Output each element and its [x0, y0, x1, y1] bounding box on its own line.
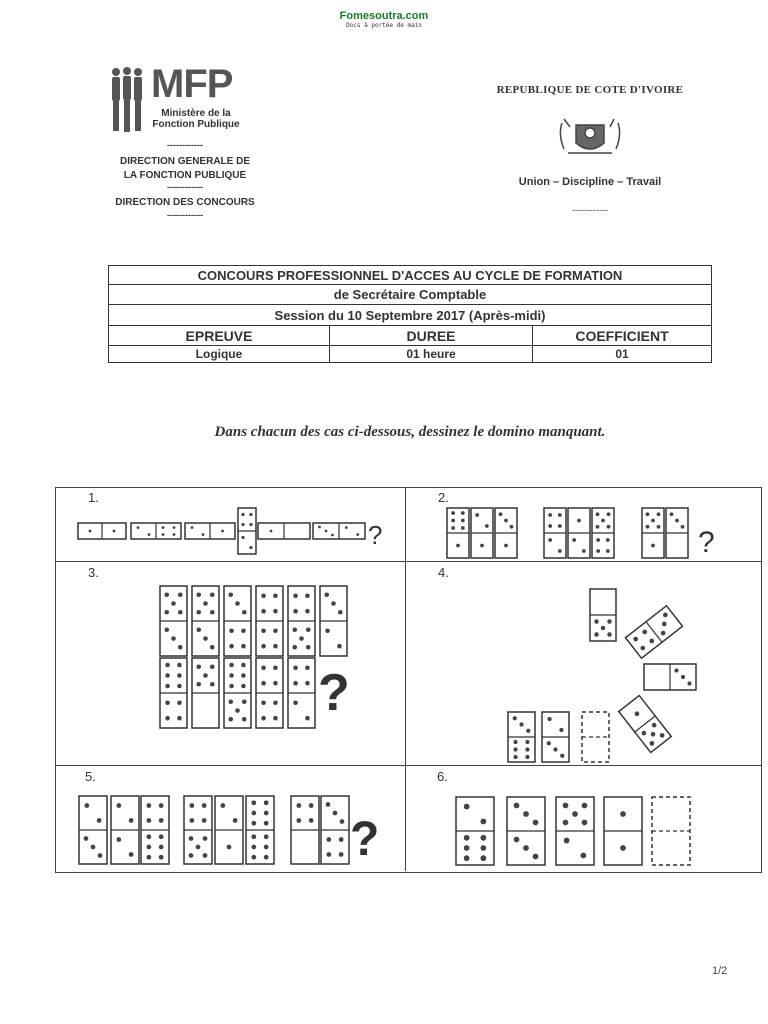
- p2-domino-pip: [558, 513, 562, 517]
- p3-domino-bottom-pip: [165, 701, 170, 706]
- p3-domino-top-pip: [178, 645, 183, 650]
- p3-domino-top-pip: [196, 610, 201, 615]
- p3-domino-top-pip: [261, 594, 266, 599]
- p3-domino-bottom-pip: [177, 716, 182, 721]
- p3-domino-bottom-pip: [293, 701, 298, 706]
- p6-domino-pip: [582, 803, 588, 809]
- p3-domino-top-pip: [273, 609, 278, 614]
- p2-domino-pip: [657, 512, 661, 516]
- p5-domino-pip: [91, 845, 96, 850]
- p5-domino-pip: [196, 845, 201, 850]
- p3-domino-bottom-pip: [177, 701, 182, 706]
- p3-domino-bottom-pip: [229, 663, 234, 668]
- p3-domino-bottom-pip: [242, 699, 247, 704]
- p1-domino-pip: [162, 526, 165, 529]
- p5-domino-pip: [203, 836, 208, 841]
- p3-domino-top-pip: [305, 609, 310, 614]
- p3-domino-top-pip: [196, 592, 201, 597]
- separator-dash: ------------: [167, 140, 203, 150]
- p5-domino-pip: [251, 821, 256, 826]
- p3-domino-top-pip: [210, 645, 215, 650]
- p5-domino-pip: [202, 803, 207, 808]
- p5-domino-pip: [146, 818, 151, 823]
- p5-domino-pip: [264, 845, 269, 850]
- p3-domino-top-pip: [292, 627, 297, 632]
- p6-domino-pip: [523, 845, 529, 851]
- p5-domino-pip: [309, 803, 314, 808]
- value-duree: 01 heure: [330, 346, 533, 363]
- page-number: 1/2: [712, 965, 728, 977]
- p2-domino-pip: [606, 549, 610, 553]
- p2-domino-pip: [646, 525, 650, 529]
- p5-domino-pip: [189, 836, 194, 841]
- p1-domino-pip: [241, 523, 244, 526]
- problem-1-question-mark: ?: [368, 520, 383, 550]
- p6-domino-pip: [580, 853, 586, 859]
- p4-domino-pip: [681, 675, 685, 679]
- p3-domino-top-pip: [210, 610, 215, 615]
- p5-domino-pip: [220, 803, 225, 808]
- p2-domino-pip: [681, 525, 685, 529]
- p3-domino-bottom-pip: [293, 681, 298, 686]
- p5-domino-pip: [129, 818, 134, 823]
- p5-domino-pip: [251, 855, 256, 860]
- p4-domino-pip: [594, 632, 598, 636]
- p3-domino-top-pip: [261, 609, 266, 614]
- p1-domino-pip: [241, 536, 244, 539]
- p3-domino-top-pip: [229, 629, 234, 634]
- p4-domino-pip: [547, 717, 551, 721]
- p5-domino-pip: [296, 803, 301, 808]
- p1-domino-pip: [173, 533, 176, 536]
- p4-domino-pip: [513, 740, 517, 744]
- p5-domino-pip: [116, 837, 121, 842]
- p4-domino-pip: [513, 747, 517, 751]
- p6-domino-pip: [464, 835, 470, 841]
- p2-domino-pip: [577, 519, 581, 523]
- p2-domino-pip: [480, 544, 484, 548]
- p3-domino-top-pip: [293, 594, 298, 599]
- problem-4-number: 4.: [438, 565, 449, 580]
- p3-domino-bottom-pip: [273, 716, 278, 721]
- watermark-brand: Fomesoutra.com: [339, 10, 429, 22]
- p1-domino-pip: [162, 533, 165, 536]
- p3-domino-top-pip: [203, 601, 208, 606]
- p2-domino-pip: [504, 519, 508, 523]
- p1-domino-pip: [325, 530, 328, 533]
- p5-domino-pip: [84, 836, 89, 841]
- p5-domino-pip: [326, 852, 331, 857]
- direction-concours: DIRECTION DES CONCOURS: [115, 197, 255, 208]
- p3-domino-bottom-pip: [165, 663, 170, 668]
- p3-domino-bottom-pip: [305, 666, 310, 671]
- p5-domino-pip: [189, 853, 194, 858]
- p1-domino-pip: [221, 530, 224, 533]
- header-coefficient: COEFFICIENT: [533, 326, 712, 346]
- p3-domino-bottom-pip: [203, 673, 208, 678]
- p1-domino-pip: [249, 523, 252, 526]
- p6-domino-pip: [582, 820, 588, 826]
- header-duree: DUREE: [330, 326, 533, 346]
- p4-domino-group: [619, 696, 672, 753]
- p2-domino-pip: [499, 512, 503, 516]
- p2-domino-pip: [451, 511, 455, 515]
- value-coefficient: 01: [533, 346, 712, 363]
- p3-domino-bottom-pip: [228, 699, 233, 704]
- p3-domino-bottom-pip: [196, 682, 201, 687]
- p1-domino-pip: [345, 526, 348, 529]
- p3-domino-bottom-pip: [273, 681, 278, 686]
- problem-3-number: 3.: [88, 565, 99, 580]
- p3-domino-top-pip: [261, 644, 266, 649]
- p1-domino-pip: [173, 526, 176, 529]
- problem-5-number: 5.: [85, 769, 96, 784]
- p3-domino-top-pip: [261, 629, 266, 634]
- p3-domino-bottom-pip: [261, 716, 266, 721]
- p3-domino-bottom-pip: [261, 681, 266, 686]
- p1-domino-pip: [249, 513, 252, 516]
- p3-domino-top-pip: [273, 629, 278, 634]
- p2-domino-pip: [461, 511, 465, 515]
- p5-domino-pip: [159, 834, 164, 839]
- p1-domino-pip: [113, 530, 116, 533]
- p3-domino-bottom-pip: [242, 717, 247, 722]
- p3-domino-bottom-pip: [241, 684, 246, 689]
- p2-domino-pip: [646, 512, 650, 516]
- p2-domino-pip: [596, 549, 600, 553]
- p4-domino-pip: [525, 740, 529, 744]
- p1-domino-pip: [356, 533, 359, 536]
- p3-domino-bottom-pip: [235, 708, 240, 713]
- ministry-line-1: Ministère de la: [161, 108, 231, 119]
- p3-domino-top-pip: [196, 627, 201, 632]
- p3-domino-top-pip: [337, 644, 342, 649]
- p5-domino-pip: [203, 853, 208, 858]
- problem-3-question-mark: ?: [318, 664, 350, 722]
- exam-session: Session du 10 Septembre 2017 (Après-midi): [109, 305, 712, 326]
- p3-domino-bottom-pip: [228, 717, 233, 722]
- p2-domino-pip: [461, 519, 465, 523]
- national-motto: Union – Discipline – Travail: [518, 176, 662, 188]
- p3-domino-bottom-pip: [229, 684, 234, 689]
- p3-domino-bottom-pip: [210, 664, 215, 669]
- p4-domino-pip: [559, 728, 563, 732]
- p3-domino-bottom-pip: [273, 701, 278, 706]
- p2-domino-pip: [606, 538, 610, 542]
- p5-domino-pip: [233, 818, 238, 823]
- p3-domino-top-pip: [241, 629, 246, 634]
- p6-domino-pip: [620, 845, 626, 851]
- separator-dash: ------------: [167, 182, 203, 192]
- p3-domino-top-pip: [324, 592, 329, 597]
- ministry-line-2: Fonction Publique: [152, 119, 240, 130]
- p2-domino-pip: [475, 513, 479, 517]
- direction-generale-line-2: LA FONCTION PUBLIQUE: [123, 170, 247, 181]
- p3-domino-bottom-pip: [305, 681, 310, 686]
- p2-domino-pip: [596, 525, 600, 529]
- p5-domino-pip: [227, 845, 232, 850]
- p3-domino-top-pip: [273, 644, 278, 649]
- p5-domino-pip: [326, 837, 331, 842]
- p2-domino-pip: [548, 513, 552, 517]
- p3-domino-bottom-pip: [273, 666, 278, 671]
- p4-domino-pip: [525, 747, 529, 751]
- p4-domino-pip: [687, 681, 691, 685]
- p3-domino-top-pip: [241, 644, 246, 649]
- p2-domino-pip: [596, 538, 600, 542]
- exam-title-line-1: CONCOURS PROFESSIONNEL D'ACCES AU CYCLE DE FORMATION: [109, 266, 712, 285]
- p1-domino-pip: [241, 513, 244, 516]
- p4-domino-group: [626, 606, 683, 659]
- p6-domino-pip: [480, 855, 486, 861]
- p2-domino-pip: [596, 512, 600, 516]
- p2-domino-pip: [504, 544, 508, 548]
- p5-domino-pip: [116, 803, 121, 808]
- p4-domino-pip: [553, 747, 557, 751]
- p3-domino-top-pip: [178, 592, 183, 597]
- p6-domino-pip: [620, 811, 626, 817]
- p2-domino-pip: [607, 525, 611, 529]
- p3-domino-bottom-pip: [177, 684, 182, 689]
- p1-domino-pip: [191, 526, 194, 529]
- p3-domino-top-pip: [325, 629, 330, 634]
- p5-domino-pip: [146, 834, 151, 839]
- p1-domino-pip: [89, 530, 92, 533]
- p3-domino-top-pip: [292, 645, 297, 650]
- p6-domino-pip: [563, 820, 569, 826]
- watermark-tagline: Docs à portée de main: [346, 22, 422, 29]
- p4-domino-pip: [547, 741, 551, 745]
- p3-domino-bottom-pip: [177, 663, 182, 668]
- p5-domino-pip: [159, 845, 164, 850]
- p4-domino-pip: [607, 619, 611, 623]
- p2-domino-pip: [461, 526, 465, 530]
- p3-domino-top-pip: [178, 610, 183, 615]
- p5-domino-pip: [251, 800, 256, 805]
- p3-domino-bottom-pip: [261, 666, 266, 671]
- problem-1-number: 1.: [88, 490, 99, 505]
- p3-domino-top-pip: [210, 592, 215, 597]
- p2-domino-pip: [651, 519, 655, 523]
- p3-domino-top-pip: [273, 594, 278, 599]
- p4-domino-pip: [560, 754, 564, 758]
- p3-domino-top-pip: [229, 644, 234, 649]
- p2-domino-pip: [548, 524, 552, 528]
- problem-5-question-mark: ?: [350, 813, 380, 866]
- p2-domino-pip: [601, 519, 605, 523]
- p3-domino-top-pip: [171, 636, 176, 641]
- p5-domino-pip: [189, 803, 194, 808]
- p2-domino-pip: [670, 512, 674, 516]
- p4-domino-pip: [594, 619, 598, 623]
- p1-domino-pip: [202, 533, 205, 536]
- p5-domino-pip: [339, 837, 344, 842]
- p2-domino-pip: [510, 525, 514, 529]
- p3-domino-bottom-pip: [261, 701, 266, 706]
- p3-domino-bottom-pip: [177, 673, 182, 678]
- p3-domino-top-pip: [171, 601, 176, 606]
- mfp-logo-text: MFP: [151, 62, 233, 106]
- p3-domino-top-pip: [242, 610, 247, 615]
- p5-domino-pip: [264, 800, 269, 805]
- p4-domino-pip: [674, 668, 678, 672]
- p4-domino-pip: [607, 632, 611, 636]
- p4-domino-pip: [519, 722, 523, 726]
- p3-domino-top-pip: [203, 636, 208, 641]
- p6-domino-pip: [464, 855, 470, 861]
- republic-title: REPUBLIQUE DE COTE D'IVOIRE: [496, 84, 684, 96]
- p3-domino-bottom-pip: [293, 666, 298, 671]
- p5-domino-pip: [251, 811, 256, 816]
- p5-domino-pip: [340, 819, 345, 824]
- p3-domino-top-pip: [305, 594, 310, 599]
- p3-domino-bottom-pip: [229, 673, 234, 678]
- p1-domino-pip: [148, 533, 151, 536]
- problem-2-question-mark: ?: [698, 526, 715, 559]
- p3-domino-top-pip: [228, 592, 233, 597]
- p6-domino-pip: [514, 803, 520, 809]
- p3-domino-top-pip: [331, 601, 336, 606]
- p4-domino-pip: [525, 755, 529, 759]
- p6-domino-pip: [464, 845, 470, 851]
- separator-dash: ------------: [572, 205, 608, 215]
- p4-domino-pip: [601, 626, 605, 630]
- p5-domino-pip: [84, 803, 89, 808]
- p3-domino-bottom-pip: [305, 716, 310, 721]
- p2-domino-pip: [558, 549, 562, 553]
- p2-domino-pip: [451, 526, 455, 530]
- problem-6-number: 6.: [437, 769, 448, 784]
- p2-domino-pip: [582, 549, 586, 553]
- p5-domino-pip: [264, 855, 269, 860]
- p3-domino-top-pip: [306, 645, 311, 650]
- p4-domino-pip: [526, 729, 530, 733]
- p5-domino-pip: [339, 852, 344, 857]
- p3-domino-top-pip: [338, 610, 343, 615]
- p2-domino-pip: [548, 538, 552, 542]
- p5-domino-pip: [129, 852, 134, 857]
- value-epreuve: Logique: [109, 346, 330, 363]
- p5-domino-pip: [189, 818, 194, 823]
- p3-domino-bottom-pip: [165, 716, 170, 721]
- p5-domino-pip: [333, 811, 338, 816]
- problem-2-number: 2.: [438, 490, 449, 505]
- p2-domino-pip: [651, 544, 655, 548]
- p1-domino-pip: [318, 526, 321, 529]
- p2-domino-pip: [485, 524, 489, 528]
- p5-domino-pip: [264, 834, 269, 839]
- p6-domino-pip: [564, 838, 570, 844]
- direction-generale-line-1: DIRECTION GENERALE DE: [119, 156, 250, 167]
- p5-domino-pip: [146, 803, 151, 808]
- p5-domino-pip: [159, 803, 164, 808]
- p5-domino-pip: [202, 818, 207, 823]
- p6-domino-pip: [464, 804, 470, 810]
- p3-domino-top-pip: [164, 592, 169, 597]
- p3-domino-bottom-pip: [210, 682, 215, 687]
- p1-domino-pip: [249, 546, 252, 549]
- p5-domino-pip: [251, 845, 256, 850]
- exam-title-line-2: de Secrétaire Comptable: [109, 285, 712, 305]
- p1-domino-pip: [331, 534, 334, 537]
- p3-domino-bottom-pip: [196, 664, 201, 669]
- p3-domino-top-pip: [164, 610, 169, 615]
- p6-domino-pip: [572, 811, 578, 817]
- p6-domino-pip: [533, 854, 539, 860]
- p3-domino-bottom-pip: [241, 673, 246, 678]
- p6-domino-pip: [480, 819, 486, 825]
- p2-domino-pip: [572, 538, 576, 542]
- p6-domino-pip: [480, 835, 486, 841]
- p5-domino-pip: [159, 818, 164, 823]
- p5-domino-pip: [159, 855, 164, 860]
- p6-domino-pip: [480, 845, 486, 851]
- p6-domino-pip: [533, 820, 539, 826]
- p3-domino-top-pip: [235, 601, 240, 606]
- p6-missing-domino: [652, 797, 690, 865]
- p5-domino-pip: [98, 853, 103, 858]
- p4-domino-pip: [513, 755, 517, 759]
- p5-domino-pip: [326, 802, 331, 807]
- p2-domino-pip: [451, 519, 455, 523]
- p1-domino-pip: [270, 530, 273, 533]
- p5-domino-pip: [146, 845, 151, 850]
- p5-domino-pip: [251, 834, 256, 839]
- p1-domino-pip: [137, 526, 140, 529]
- instruction-text: Dans chacun des cas ci-dessous, dessinez le domino manquant.: [214, 424, 606, 440]
- p2-domino-pip: [607, 512, 611, 516]
- p3-domino-top-pip: [293, 609, 298, 614]
- p2-domino-pip: [558, 524, 562, 528]
- p3-domino-top-pip: [299, 636, 304, 641]
- p5-domino-pip: [296, 818, 301, 823]
- p5-domino-pip: [97, 818, 102, 823]
- p3-domino-top-pip: [164, 627, 169, 632]
- separator-dash: ------------: [167, 210, 203, 220]
- p3-domino-bottom-pip: [165, 684, 170, 689]
- p6-domino-pip: [523, 811, 529, 817]
- p2-domino-pip: [657, 525, 661, 529]
- p2-domino-pip: [456, 544, 460, 548]
- p3-domino-bottom-pip: [165, 673, 170, 678]
- p5-domino-pip: [309, 818, 314, 823]
- p5-domino-pip: [146, 855, 151, 860]
- header-epreuve: EPREUVE: [109, 326, 330, 346]
- p4-domino-pip: [513, 716, 517, 720]
- p2-domino-pip: [675, 519, 679, 523]
- p5-domino-pip: [264, 811, 269, 816]
- p5-domino-pip: [264, 821, 269, 826]
- p6-domino-pip: [563, 803, 569, 809]
- p3-domino-top-pip: [306, 627, 311, 632]
- p3-domino-bottom-pip: [241, 663, 246, 668]
- p6-domino-pip: [514, 837, 520, 843]
